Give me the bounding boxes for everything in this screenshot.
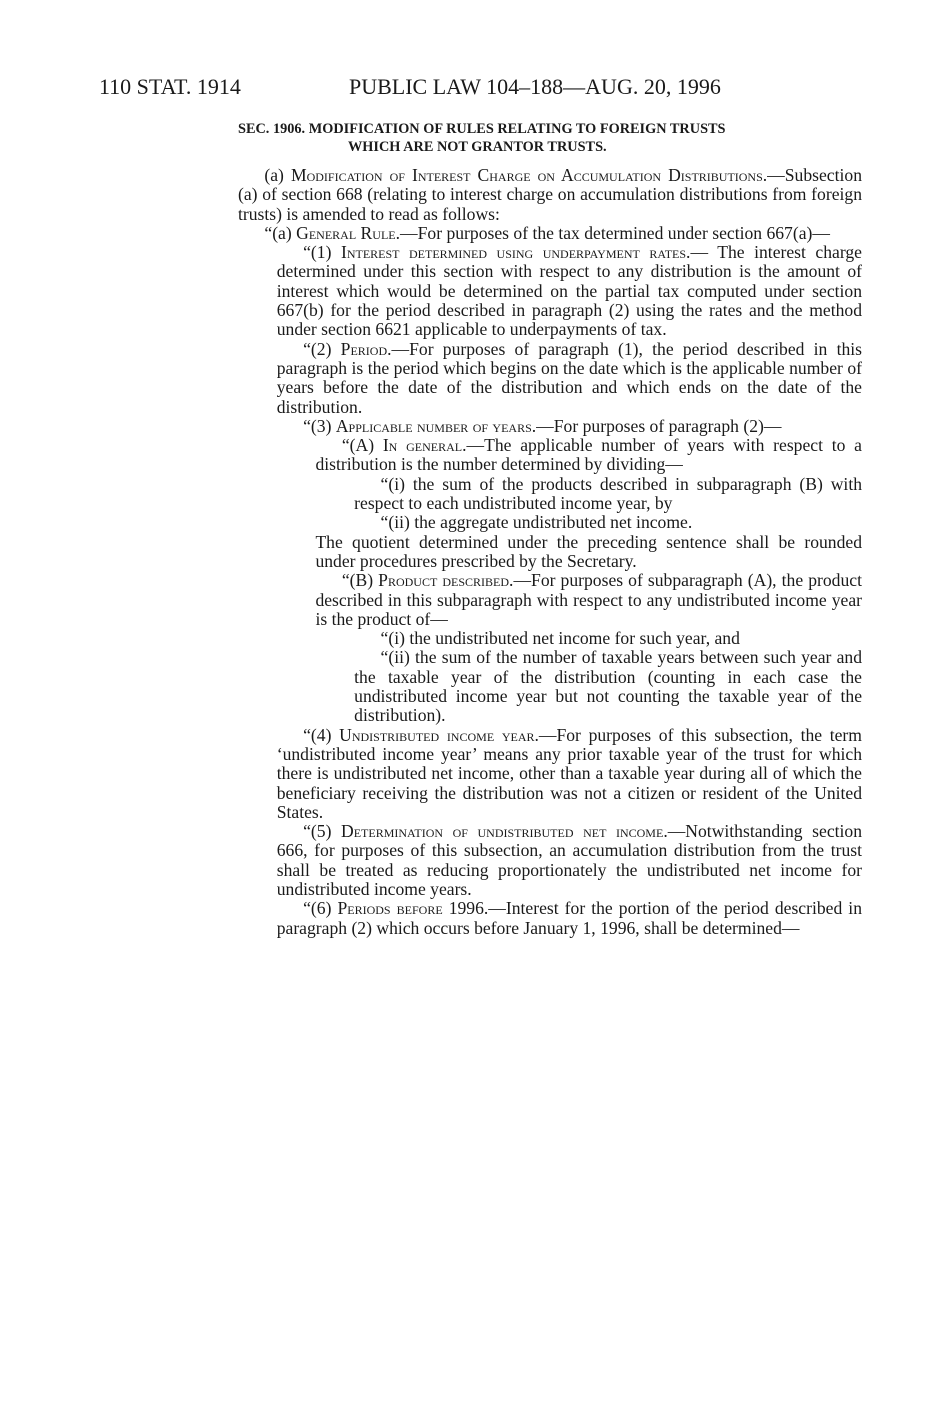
label: “(6) [303,898,338,919]
paragraph-3 [238,417,862,436]
caption: Applicable number of years [335,415,532,436]
section-heading-line2: WHICH ARE NOT GRANTOR TRUSTS. [348,139,607,155]
public-law-title: PUBLIC LAW 104–188—AUG. 20, 1996 [349,74,721,99]
caption: Period [340,338,388,359]
text: .—The applicable number of years with respect to a distribution is the number determined by dividing— [315,435,862,475]
caption: Modification of Interest Charge on Accumulation Distributions [290,165,763,185]
caption: In general [382,435,463,456]
paragraph-6 [238,899,862,938]
paragraph-1 [238,243,862,339]
label: “(4) [303,724,340,745]
label: “(A) [341,435,383,456]
text: .—For purposes of subparagraph (A), the product described in this subparagraph with respect to any undistributed income year is the product of— [315,570,862,629]
text: .—For purposes of the tax determined under section 667(a)— [395,222,830,243]
caption: Determination of undistributed net income [341,821,664,842]
caption: Undistributed income year [339,724,535,745]
section-heading-line1: SEC. 1906. MODIFICATION OF RULES RELATING TO FOREIGN TRUSTS [238,121,726,137]
subparagraph-3B [238,571,862,629]
flush-text-3A: The quotient determined under the preceding sentence shall be rounded under procedures prescribed by the Secretary. [315,531,862,571]
general-rule [238,224,862,243]
text: .—For purposes of this subsection, the term ‘undistributed income year’ means any prior taxable year of the trust for which there is undistributed net income, other than a taxable year during all of which the beneficiary receiving the distribution was not a citizen or resident of the United States. [276,724,862,822]
subparagraph-3A [238,436,862,475]
text: .—Subsection (a) of section 668 (relating to interest charge on accumulation distributions from foreign trusts) is amended to read as follows: [238,165,862,224]
caption: Product described [378,570,510,591]
clause-3A-ii: “(ii) the aggregate undistributed net income. [380,512,693,533]
clause-3B-i: “(i) the undistributed net income for such year, and [380,628,740,649]
label: “(5) [303,821,342,842]
caption: Interest determined using underpayment rates [340,242,687,263]
text: .—Interest for the portion of the period described in paragraph (2) which occurs before January 1, 1996, shall be determined— [276,898,862,938]
label: (a) [264,165,291,185]
section-heading [238,120,862,156]
paragraph-5 [238,822,862,899]
text: .—For purposes of paragraph (1), the period described in this paragraph is the period which begins on the date which is the applicable number of years before the date of the distribution and which ends on the date of the distribution. [276,338,862,417]
paragraph-2 [238,340,862,417]
label: “(2) [303,338,341,359]
page-header [99,74,819,104]
label: “(3) [303,415,336,436]
clause-3B-ii: “(ii) the sum of the number of taxable years between such year and the taxable year of the distribution (counting in each case the undistributed income year but not counting the taxable year of the distribution). [354,647,862,726]
caption: Periods before 1996 [337,898,484,919]
text: .—Notwithstanding section 666, for purposes of this subsection, an accumulation distribution from the trust shall be treated as reducing proportionately the undistributed net income for undistributed income years. [276,821,862,899]
section-body [238,120,862,938]
caption: General Rule [296,222,396,243]
label: “(a) [264,222,297,243]
clause-3A-i: “(i) the sum of the products described in subparagraph (B) with respect to each undistributed income year, by [354,473,862,514]
text: .—For purposes of paragraph (2)— [531,415,782,436]
text: .— The interest charge determined under this section with respect to any distribution is the amount of interest which would be determined on the partial tax computed under section 667(b) for the period described in paragraph (2) using the rates and the method under section 6621 applicable to underpayments of tax. [276,242,862,340]
label: “(B) [341,570,379,591]
label: “(1) [303,242,341,263]
statute-page-number: 110 STAT. 1914 [99,74,241,99]
paragraph-4 [238,726,862,822]
subsection-a [238,166,862,224]
